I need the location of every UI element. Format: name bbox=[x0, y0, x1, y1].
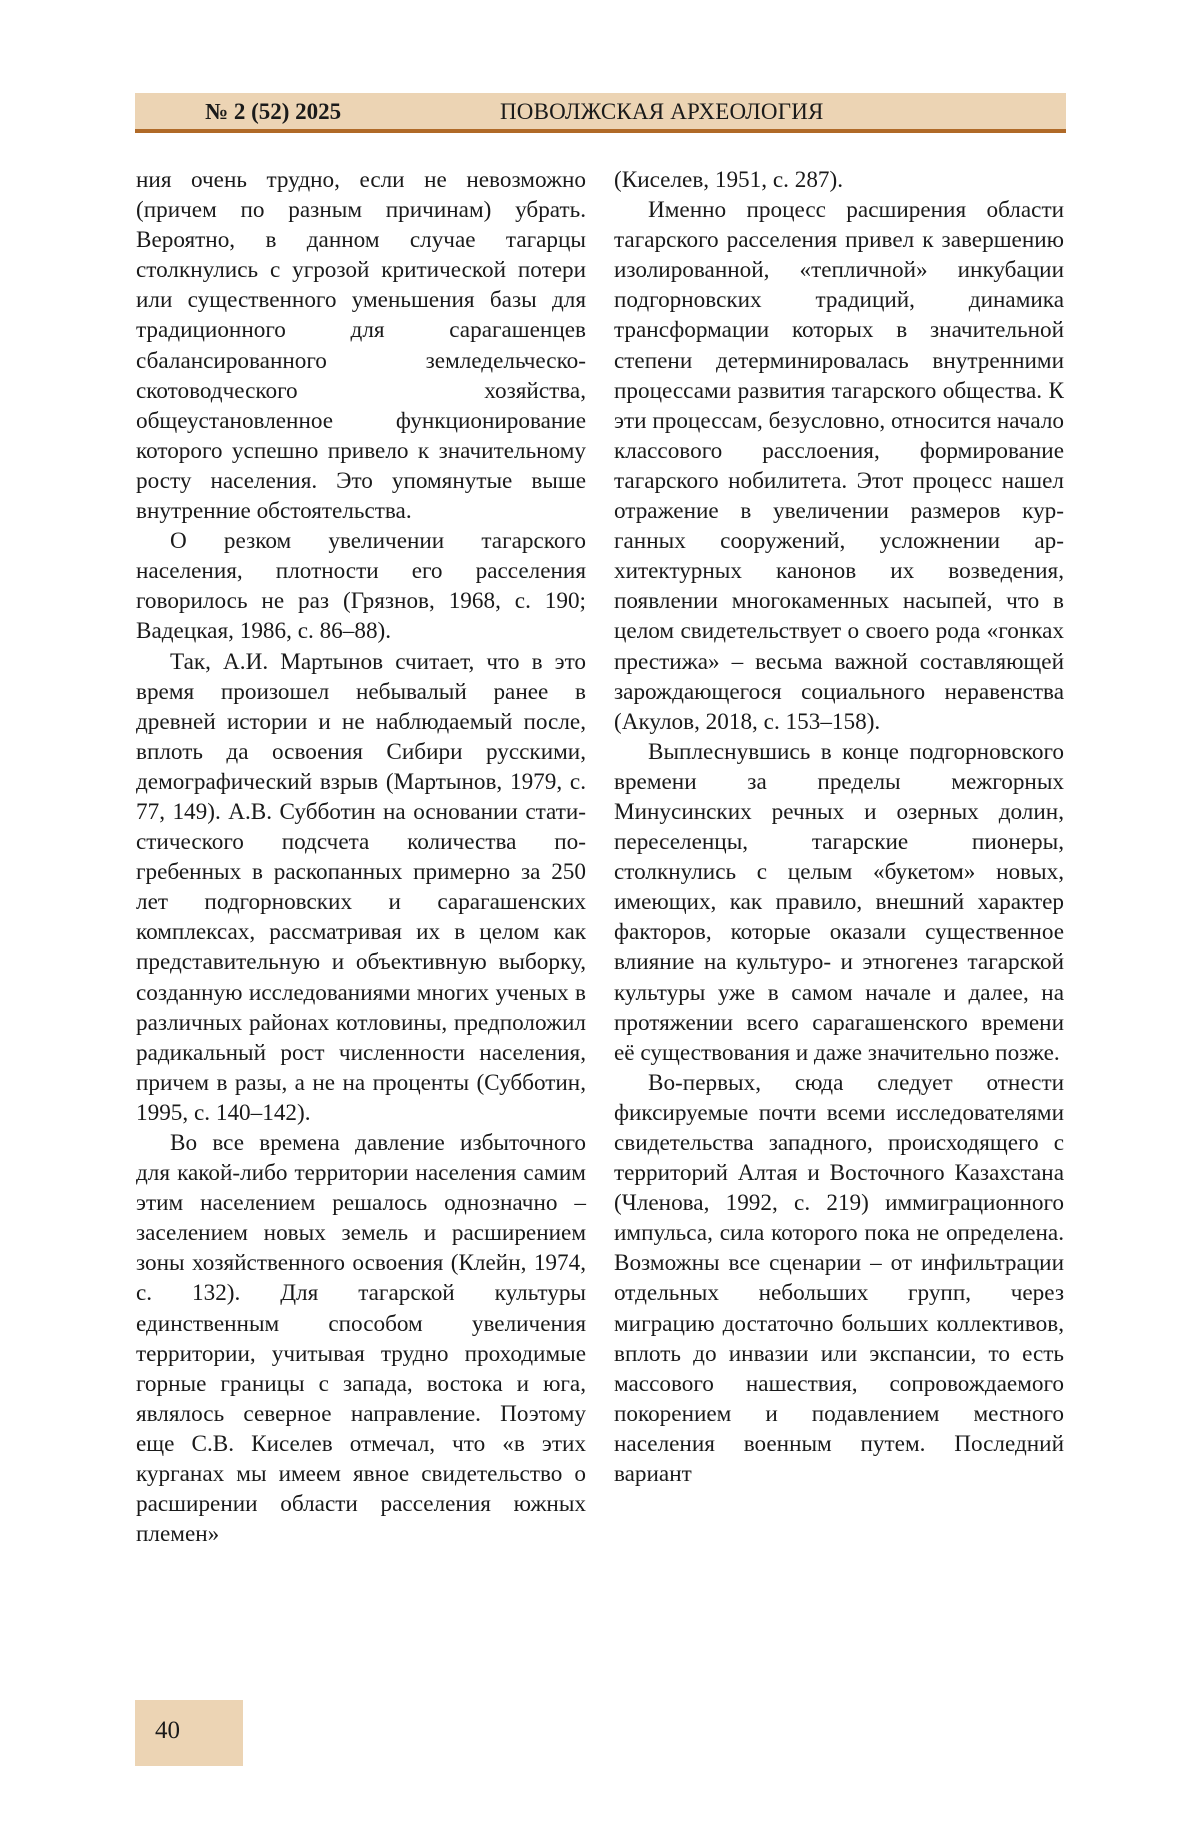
page-number-box bbox=[135, 1700, 243, 1766]
paragraph: Так, А.И. Мартынов считает, что в это время произошел небывалый ранее в древней истории и не наблюдаемый после, вплоть да освоения Сибири русскими, демографический взрыв (Мартынов, 1979, с. 77, 149). А.В. Субботин на основании статистического подсчета количества погребенных в раскопанных примерно за 250 лет подгорновских и сарагашенских комплексах, рассматривая их в целом как представительную и объективную выборку, созданную исследованиями многих ученых в различных районах котловины, предположил радикальный рост численности населения, причем в разы, а не на проценты (Субботин, 1995, с. 140–142). bbox=[136, 648, 586, 1126]
issue-number: № 2 (52) 2025 bbox=[205, 99, 342, 124]
paragraph: (Киселев, 1951, с. 287). bbox=[614, 167, 844, 193]
journal-title: ПОВОЛЖСКАЯ АРХЕОЛОГИЯ bbox=[500, 99, 824, 124]
paragraph: Выплеснувшись в конце подгорновского времени за пределы межгорных Минусинских речных и озерных долин, переселенцы, тагарские пионеры, столкнулись с целым «букетом» новых, имеющих, как правило, внешний характер факторов, которые оказали существенное влияние на культуро- и этногенез тагарской культуры уже в самом начале и далее, на протяжении всего сарагашенского времени её существования и даже значительно позже. bbox=[614, 738, 1064, 1066]
running-header bbox=[135, 93, 1066, 133]
left-column bbox=[136, 165, 586, 1549]
paragraph: Во-первых, сюда следует отнести фиксируемые почти всеми исследователями свидетельства западного, происходящего с территорий Алтая и Восточного Казахстана (Членова, 1992, с. 219) иммиграционного импульса, сила которого пока не определена. Возможны все сценарии – от инфильтрации отдельных небольших групп, через миграцию достаточно больших коллективов, вплоть до инвазии или экспансии, то есть массового нашествия, сопровождаемого покорением и подавлением местного населения военным путем. Последний вариант bbox=[614, 1069, 1064, 1488]
page-number: 40 bbox=[155, 1717, 180, 1744]
paragraph: ния очень трудно, если не невозможно (причем по разным причинам) убрать. Вероятно, в данном случае тагарцы столкнулись с угрозой критической потери или существенного уменьшения базы для традиционного для сарагашенцев сбалансированного земледельческо-скотоводческого хозяйства, общеустановленное функционирование которого успешно привело к значительному росту населения. Это упомянутые выше внутренние обстоятельства. bbox=[136, 167, 586, 525]
paragraph: Именно процесс расширения области тагарского расселения привел к завершению изолированной, «тепличной» инкубации подгорновских традиций, динамика трансформации которых в значительной степени детерминировалась внутренними процессами развития тагарского общества. К эти процессам, безусловно, относится начало классового расслоения, формирование тагарского нобилитета. Этот процесс нашел отражение в увеличении размеров курганных сооружений, усложнении архитектурных канонов их возведения, появлении многокаменных насыпей, что в целом свидетельствует о своего рода «гонках престижа» – весьма важной составляющей зарождающегося социального неравенства (Акулов, 2018, с. 153–158). bbox=[614, 197, 1064, 735]
right-column bbox=[614, 165, 1064, 1489]
paragraph: О резком увеличении тагарского населения, плотности его расселения говорилось не раз (Грязнов, 1968, с. 190; Вадецкая, 1986, с. 86–88). bbox=[136, 528, 586, 645]
paragraph: Во все времена давление избыточного для какой-либо территории населения самим этим населением решалось однозначно – заселением новых земель и расширением зоны хозяйственного освоения (Клейн, 1974, с. 132). Для тагарской культуры единственным способом увеличения территории, учитывая трудно проходимые горные границы с запада, востока и юга, являлось северное направление. Поэтому еще С.В. Киселев отмечал, что «в этих курганах мы имеем явное свидетельство о расширении области расселения южных племен» bbox=[136, 1130, 586, 1548]
